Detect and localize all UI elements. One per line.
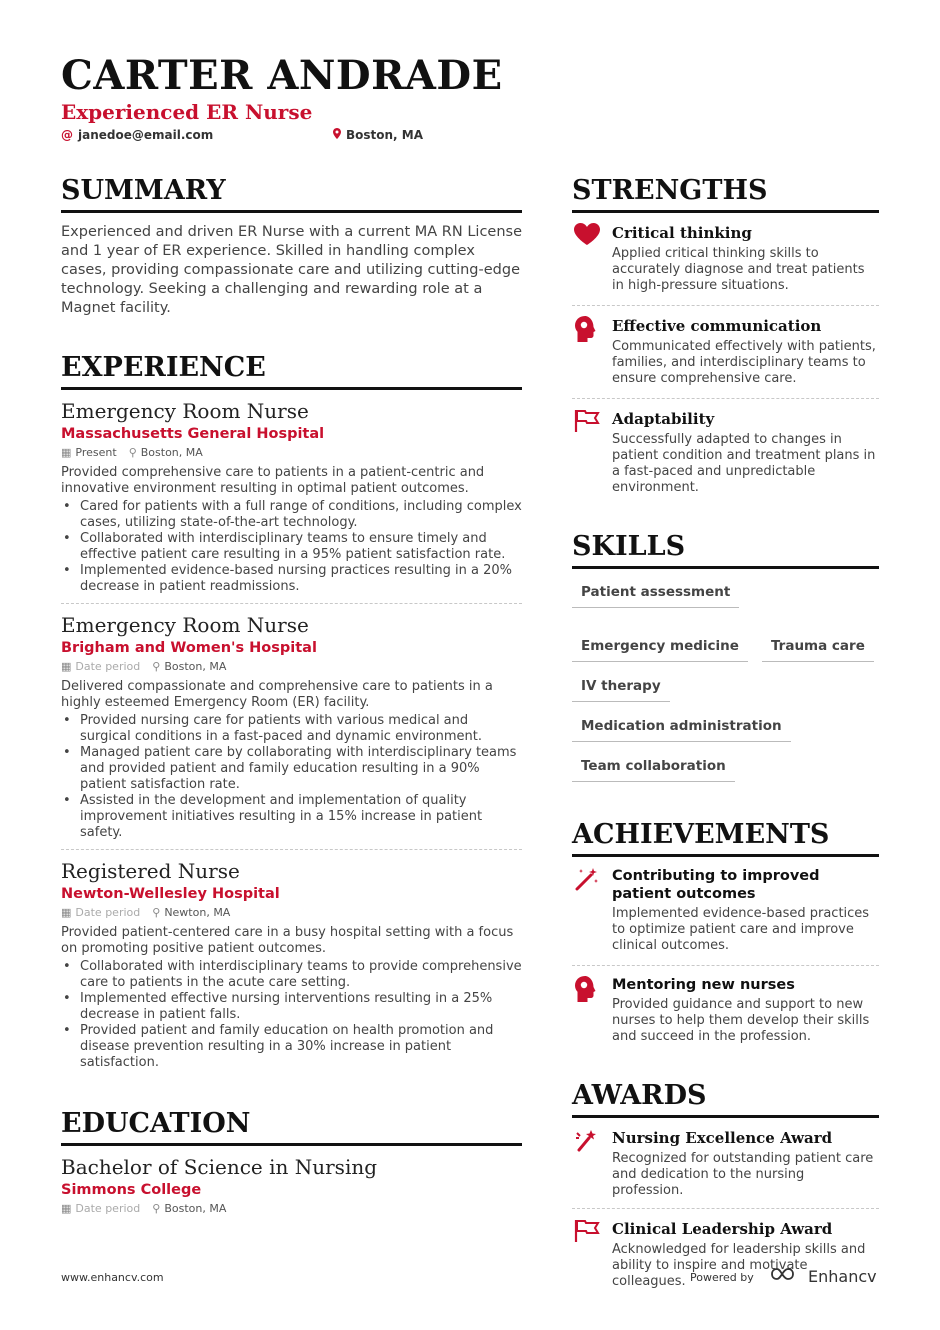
achievement-item bbox=[572, 965, 879, 1056]
strength-item bbox=[572, 398, 879, 507]
award-title: Clinical Leadership Award bbox=[612, 1220, 833, 1238]
job-meta bbox=[61, 904, 522, 922]
experience-section bbox=[61, 351, 522, 1079]
education-section bbox=[61, 1107, 522, 1218]
skill-tag: Patient assessment bbox=[572, 582, 739, 608]
education-date: Date period bbox=[75, 1202, 141, 1215]
job-date: Present bbox=[75, 446, 117, 459]
skill-tag: IV therapy bbox=[572, 676, 670, 702]
skills-section bbox=[572, 530, 879, 782]
award-title: Nursing Excellence Award bbox=[612, 1129, 833, 1147]
achievement-description: Implemented evidence-based practices to optimize patient care and improve clinical outcomes. bbox=[612, 906, 870, 953]
at-icon: @ bbox=[61, 128, 73, 142]
job-bullet: • Collaborated with interdisciplinary teams to ensure timely and effective patient care resulting in a 95% patient satisfaction rate. bbox=[61, 531, 522, 563]
job-description: Provided patient-centered care in a busy hospital setting with a focus on promoting positive patient outcomes. bbox=[61, 925, 514, 956]
achievement-description: Provided guidance and support to new nurses to help them develop their skills and succeed in the profession. bbox=[612, 997, 870, 1044]
award-item bbox=[572, 1118, 879, 1208]
degree-title: Bachelor of Science in Nursing bbox=[61, 1155, 378, 1179]
location-pin-icon bbox=[333, 128, 341, 142]
location-pin-icon: ⚲ bbox=[128, 446, 137, 459]
job-entry bbox=[61, 398, 522, 603]
education-location: Boston, MA bbox=[164, 1202, 227, 1215]
flag-icon bbox=[572, 409, 612, 496]
location-pin-icon: ⚲ bbox=[152, 660, 161, 673]
candidate-title: Experienced ER Nurse bbox=[61, 100, 313, 124]
calendar-icon: ▦ bbox=[61, 660, 72, 673]
achievements-heading: ACHIEVEMENTS bbox=[572, 818, 879, 857]
job-organization: Massachusetts General Hospital bbox=[61, 426, 325, 442]
calendar-icon: ▦ bbox=[61, 446, 72, 459]
skills-heading: SKILLS bbox=[572, 530, 879, 569]
job-entry bbox=[61, 603, 522, 849]
job-bullet: • Implemented effective nursing interventions resulting in a 25% decrease in patient falls. bbox=[61, 991, 522, 1023]
enhancv-logo-icon bbox=[770, 1266, 802, 1286]
job-bullets bbox=[61, 499, 522, 595]
strength-description: Successfully adapted to changes in patient condition and treatment plans in a fast-paced and unpredictable environment. bbox=[612, 432, 876, 495]
award-description: Recognized for outstanding patient care and dedication to the nursing profession. bbox=[612, 1151, 874, 1198]
job-bullet: • Collaborated with interdisciplinary teams to provide comprehensive care to patients in the acute care setting. bbox=[61, 959, 522, 991]
achievement-item bbox=[572, 857, 879, 965]
skill-tag: Medication administration bbox=[572, 716, 791, 742]
job-bullet: • Cared for patients with a full range of conditions, including complex cases, utilizing state-of-the-art technology. bbox=[61, 499, 522, 531]
left-column bbox=[61, 174, 522, 1218]
skill-tag: Trauma care bbox=[762, 636, 874, 662]
job-bullet: • Assisted in the development and implementation of quality improvement initiatives resulting in a 15% increase in patient safety. bbox=[61, 793, 522, 841]
education-heading: EDUCATION bbox=[61, 1107, 522, 1146]
job-date: Date period bbox=[75, 660, 141, 673]
candidate-name: CARTER ANDRADE bbox=[61, 52, 503, 99]
email-contact[interactable] bbox=[61, 128, 213, 142]
skill-tag: Emergency medicine bbox=[572, 636, 748, 662]
job-location: Boston, MA bbox=[164, 660, 227, 673]
strengths-heading: STRENGTHS bbox=[572, 174, 879, 213]
job-description: Delivered compassionate and comprehensive care to patients in a highly esteemed Emergency Room (ER) facility. bbox=[61, 679, 493, 710]
job-bullet: • Provided patient and family education on health promotion and disease prevention resulting in a 30% increase in patient satisfaction. bbox=[61, 1023, 522, 1071]
achievement-title: Mentoring new nurses bbox=[612, 977, 795, 993]
location-pin-icon: ⚲ bbox=[152, 1202, 161, 1215]
job-location: Newton, MA bbox=[164, 906, 231, 919]
job-entry bbox=[61, 849, 522, 1079]
job-meta bbox=[61, 444, 522, 462]
flag-icon bbox=[572, 1219, 612, 1290]
job-bullet: • Provided nursing care for patients with various medical and surgical conditions in a fast-paced and dynamic environment. bbox=[61, 713, 522, 745]
strength-description: Applied critical thinking skills to accurately diagnose and treat patients in high-pressure situations. bbox=[612, 246, 865, 293]
job-title: Emergency Room Nurse bbox=[61, 399, 309, 423]
strength-title: Critical thinking bbox=[612, 224, 752, 242]
enhancv-logo-text: Enhancv bbox=[808, 1266, 877, 1286]
job-title: Emergency Room Nurse bbox=[61, 613, 309, 637]
email-text: janedoe@email.com bbox=[78, 128, 214, 142]
job-bullet: • Managed patient care by collaborating with interdisciplinary teams and provided patient and family education resulting in a 90% patient satisfaction rate. bbox=[61, 745, 522, 793]
strength-description: Communicated effectively with patients, families, and interdisciplinary teams to ensure comprehensive care. bbox=[612, 339, 876, 386]
award-description: Acknowledged for leadership skills and ability to inspire and motivate colleagues. bbox=[612, 1242, 866, 1289]
footer-brand[interactable] bbox=[770, 1266, 877, 1286]
strength-item bbox=[572, 305, 879, 398]
job-meta bbox=[61, 658, 522, 676]
job-description: Provided comprehensive care to patients in a patient-centric and innovative environment resulting in optimal patient outcomes. bbox=[61, 465, 485, 496]
footer-website-link[interactable]: www.enhancv.com bbox=[61, 1271, 164, 1284]
calendar-icon: ▦ bbox=[61, 1202, 72, 1215]
head-icon bbox=[572, 316, 612, 387]
school-name: Simmons College bbox=[61, 1182, 202, 1198]
education-meta bbox=[61, 1200, 522, 1218]
location-contact bbox=[333, 128, 423, 142]
job-organization: Newton-Wellesley Hospital bbox=[61, 886, 280, 902]
summary-heading: SUMMARY bbox=[61, 174, 522, 213]
job-bullets bbox=[61, 959, 522, 1071]
awards-heading: AWARDS bbox=[572, 1079, 879, 1118]
strength-item bbox=[572, 213, 879, 305]
job-location: Boston, MA bbox=[140, 446, 203, 459]
achievements-section bbox=[572, 818, 879, 1056]
strengths-section bbox=[572, 174, 879, 507]
job-title: Registered Nurse bbox=[61, 859, 240, 883]
strength-title: Effective communication bbox=[612, 317, 822, 335]
job-bullet: • Implemented evidence-based nursing practices resulting in a 20% decrease in patient readmissions. bbox=[61, 563, 522, 595]
right-column bbox=[572, 174, 879, 1301]
job-organization: Brigham and Women's Hospital bbox=[61, 640, 317, 656]
skill-tag: Team collaboration bbox=[572, 756, 735, 782]
calendar-icon: ▦ bbox=[61, 906, 72, 919]
experience-heading: EXPERIENCE bbox=[61, 351, 522, 390]
footer-powered-by: Powered by bbox=[690, 1271, 754, 1284]
skills-list bbox=[572, 582, 879, 782]
heart-icon bbox=[572, 223, 612, 294]
award-item bbox=[572, 1208, 879, 1301]
education-entry bbox=[61, 1154, 522, 1218]
magic-wand-icon bbox=[572, 867, 612, 954]
strength-title: Adaptability bbox=[612, 410, 715, 428]
wand-star-icon bbox=[572, 1128, 612, 1199]
job-date: Date period bbox=[75, 906, 141, 919]
achievement-title: Contributing to improved patient outcomes bbox=[612, 868, 820, 902]
summary-text: Experienced and driven ER Nurse with a current MA RN License and 1 year of ER experience. Skilled in handling complex cases, providing compassionate care and utilizing cutting-edge technology. Seeking a challenging and rewarding role at a Magnet facility. bbox=[61, 224, 523, 316]
location-pin-icon: ⚲ bbox=[152, 906, 161, 919]
location-text: Boston, MA bbox=[346, 128, 424, 142]
summary-section bbox=[61, 174, 522, 318]
head-icon bbox=[572, 976, 612, 1045]
job-bullets bbox=[61, 713, 522, 841]
